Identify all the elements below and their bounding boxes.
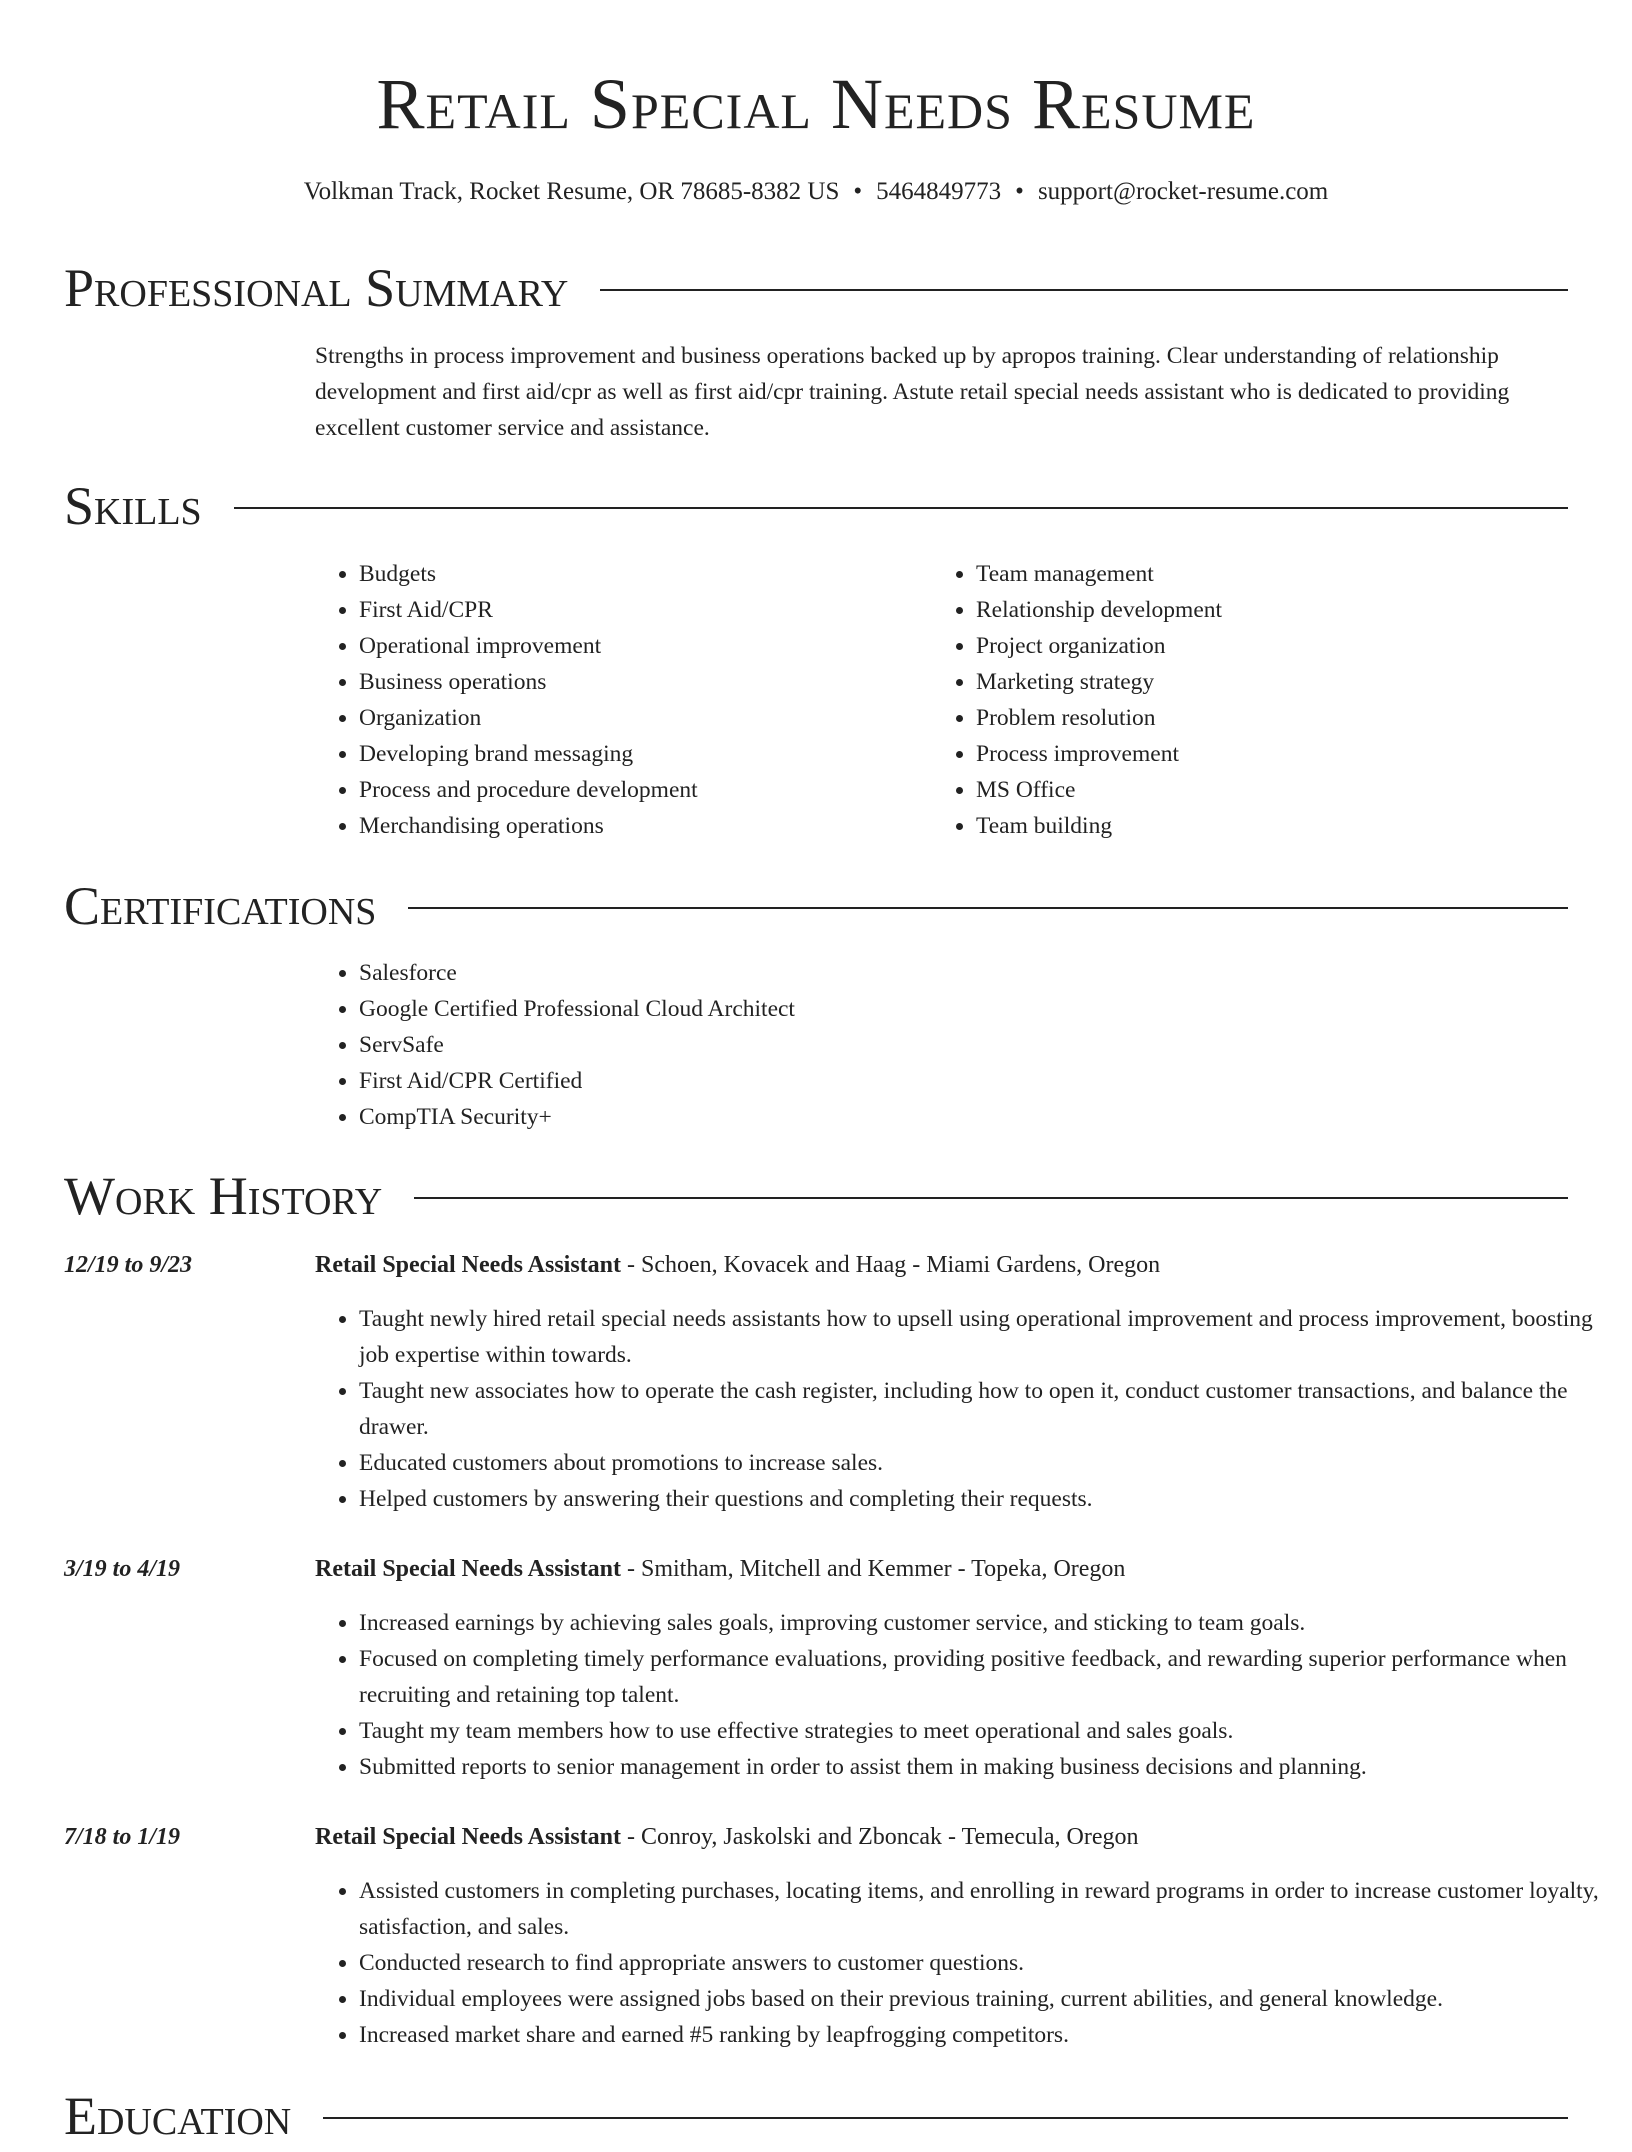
section-divider [414, 1197, 1568, 1199]
duty-item: • Helped customers by answering their questions and completing their requests. [359, 1481, 1605, 1517]
contact-email: support@rocket-resume.com [1037, 178, 1329, 205]
contact-separator: • [853, 178, 863, 205]
skill-item: • Operational improvement [359, 628, 915, 664]
skills-column-left [315, 556, 915, 844]
job-dates: 7/18 to 1/19 [64, 1824, 181, 1850]
job-duties [315, 1301, 1605, 1517]
skill-item: • Project organization [976, 628, 1532, 664]
duty-item: • Focused on completing timely performance evaluations, providing positive feedback, and rewarding superior performance when recruiting and retaining top talent. [359, 1641, 1605, 1713]
contact-address: Volkman Track, Rocket Resume, OR 78685-8382 US [303, 178, 840, 205]
job-title: Retail Special Needs Assistant [315, 1556, 621, 1582]
skills-list [932, 556, 1532, 844]
job-heading [315, 1247, 1160, 1283]
certification-item: • Salesforce [359, 955, 1515, 991]
section-title: Work History [64, 1166, 383, 1226]
duty-item: • Increased earnings by achieving sales goals, improving customer service, and sticking to team goals. [359, 1605, 1605, 1641]
duty-item: • Assisted customers in completing purchases, locating items, and enrolling in reward programs in order to increase customer loyalty, satisfaction, and sales. [359, 1873, 1605, 1945]
certification-item: • First Aid/CPR Certified [359, 1063, 1515, 1099]
certification-item: • ServSafe [359, 1027, 1515, 1063]
skill-item: • Organization [359, 700, 915, 736]
contact-phone: 5464849773 [876, 178, 1002, 205]
job-duties [315, 1605, 1605, 1785]
skill-item: • First Aid/CPR [359, 592, 915, 628]
skill-item: • Budgets [359, 556, 915, 592]
summary-text: Strengths in process improvement and business operations backed up by apropos training. Clear understanding of relationship development and first aid/cpr as well as first aid/cpr training. Astute retail special needs assistant who is dedicated to providing excellent customer service and assistance. [315, 343, 1510, 441]
section-work-header [64, 1160, 1568, 1232]
job-dates: 3/19 to 4/19 [64, 1556, 181, 1582]
skill-item: • Marketing strategy [976, 664, 1532, 700]
skill-item: • Business operations [359, 664, 915, 700]
certifications-list [315, 955, 1515, 1135]
certifications-block [315, 955, 1515, 1135]
skill-item: • Merchandising operations [359, 808, 915, 844]
skill-item: • Developing brand messaging [359, 736, 915, 772]
skill-item: • Problem resolution [976, 700, 1532, 736]
skill-item: • Team management [976, 556, 1532, 592]
resume-name: Retail Special Needs Resume [376, 64, 1256, 144]
skills-column-right [932, 556, 1532, 844]
job-company: - Schoen, Kovacek and Haag - Miami Gardens, Oregon [621, 1252, 1161, 1278]
duty-item: • Individual employees were assigned jobs based on their previous training, current abilities, and general knowledge. [359, 1981, 1605, 2017]
section-title: Skills [64, 476, 202, 536]
contact-line [0, 176, 1632, 208]
duty-item: • Taught newly hired retail special needs assistants how to upsell using operational improvement and process improvement, boosting job expertise within towards. [359, 1301, 1605, 1373]
section-skills-header [64, 470, 1568, 542]
section-title: Certifications [64, 876, 377, 936]
section-title: Education [64, 2086, 292, 2146]
skills-list [315, 556, 915, 844]
duty-item: • Conducted research to find appropriate answers to customer questions. [359, 1945, 1605, 1981]
job-duties [315, 1873, 1605, 2053]
duty-item: • Taught my team members how to use effective strategies to meet operational and sales goals. [359, 1713, 1605, 1749]
section-summary-header [64, 252, 1568, 324]
duty-list [315, 1873, 1605, 2053]
skill-item: • Relationship development [976, 592, 1532, 628]
certification-item: • CompTIA Security+ [359, 1099, 1515, 1135]
duty-list [315, 1605, 1605, 1785]
job-title: Retail Special Needs Assistant [315, 1824, 621, 1850]
duty-list [315, 1301, 1605, 1517]
certification-item: • Google Certified Professional Cloud Architect [359, 991, 1515, 1027]
section-title: Professional Summary [64, 258, 569, 318]
duty-item: • Increased market share and earned #5 ranking by leapfrogging competitors. [359, 2017, 1605, 2053]
skill-item: • Team building [976, 808, 1532, 844]
section-education-header [64, 2080, 1568, 2152]
skill-item: • Process and procedure development [359, 772, 915, 808]
job-heading [315, 1819, 1139, 1855]
job-title: Retail Special Needs Assistant [315, 1252, 621, 1278]
duty-item: • Taught new associates how to operate the cash register, including how to open it, conduct customer transactions, and balance the drawer. [359, 1373, 1605, 1445]
section-certifications-header [64, 870, 1568, 942]
section-divider [234, 507, 1568, 509]
skill-item: • MS Office [976, 772, 1532, 808]
section-divider [408, 907, 1568, 909]
job-heading [315, 1551, 1125, 1587]
duty-item: • Submitted reports to senior management in order to assist them in making business decisions and planning. [359, 1749, 1605, 1785]
duty-item: • Educated customers about promotions to increase sales. [359, 1445, 1605, 1481]
contact-separator: • [1015, 178, 1024, 205]
section-divider [600, 289, 1568, 291]
skill-item: • Process improvement [976, 736, 1532, 772]
job-company: - Smitham, Mitchell and Kemmer - Topeka, Oregon [621, 1556, 1126, 1582]
job-company: - Conroy, Jaskolski and Zboncak - Temecula, Oregon [621, 1824, 1139, 1850]
section-divider [323, 2117, 1568, 2119]
job-dates: 12/19 to 9/23 [64, 1252, 193, 1278]
